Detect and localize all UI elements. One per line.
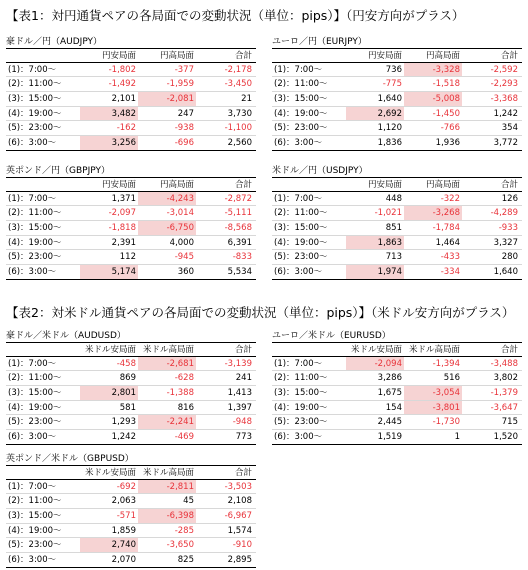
row-label: (3)：15:00～ <box>274 94 328 105</box>
table-cell: -3,650 <box>166 540 194 551</box>
table-cell: -2,681 <box>138 357 196 371</box>
table-cell: -1,100 <box>224 123 252 134</box>
table-cell: 1,574 <box>227 525 252 536</box>
table-cell: 1,413 <box>227 388 252 399</box>
table-header-row <box>6 342 256 357</box>
column-header: 合計 <box>234 345 252 355</box>
table-row <box>6 77 256 92</box>
table-cell: -2,872 <box>224 193 252 204</box>
table-cell: 1,640 <box>493 267 518 278</box>
table-cell: -910 <box>232 540 252 551</box>
table-cell: -6,967 <box>224 511 252 522</box>
table-cell: 360 <box>177 267 194 278</box>
table-row <box>272 206 522 221</box>
table-cell: -1,450 <box>432 108 460 119</box>
table-row <box>272 430 522 445</box>
table-row <box>6 236 256 251</box>
table-cell: 354 <box>501 123 518 134</box>
table-cell: 2,063 <box>111 496 136 507</box>
table-row <box>272 401 522 416</box>
row-label: (1)：7:00～ <box>274 358 323 369</box>
table-cell: 1,859 <box>111 525 136 536</box>
table-cell: -8,568 <box>224 223 252 234</box>
table-cell: -692 <box>116 481 136 492</box>
table-cell: 1,519 <box>377 432 402 443</box>
table-cell: -2,293 <box>490 79 518 90</box>
table-cell: 3,327 <box>493 237 518 248</box>
table-gbpusd <box>6 453 256 568</box>
table-cell: 1,863 <box>346 236 404 250</box>
table-cell: 2,740 <box>80 538 138 552</box>
table-cell: -3,014 <box>166 208 194 219</box>
table-cell: 3,730 <box>227 108 252 119</box>
column-header: 合計 <box>500 345 518 355</box>
row-label: (4)：19:00～ <box>8 108 62 119</box>
row-label: (2)：11:00～ <box>8 79 62 90</box>
column-header: 米ドル安局面 <box>84 468 136 478</box>
table-cell: -2,811 <box>138 480 196 494</box>
table-cell: 1,371 <box>111 193 136 204</box>
table-cell: 45 <box>183 496 194 507</box>
table-row <box>272 63 522 78</box>
column-header: 円安局面 <box>367 51 402 61</box>
row-label: (3)：15:00～ <box>274 223 328 234</box>
table-row <box>6 121 256 136</box>
table-cell: -469 <box>174 432 194 443</box>
table-cell: -766 <box>440 123 460 134</box>
table-row <box>6 107 256 122</box>
header-blank <box>272 178 346 191</box>
table-cell: 1,936 <box>435 138 460 149</box>
row-label: (4)：19:00～ <box>8 237 62 248</box>
table-cell: 713 <box>385 252 402 263</box>
table-cell: -4,289 <box>490 208 518 219</box>
column-header: 米ドル高局面 <box>408 345 460 355</box>
table-cell: 736 <box>385 64 402 75</box>
table-row <box>6 538 256 553</box>
table-usdjpy <box>272 165 522 280</box>
row-label: (4)：19:00～ <box>8 525 62 536</box>
table-cell: 3,256 <box>80 136 138 150</box>
table-cell: 2,070 <box>111 555 136 566</box>
row-label: (5)：23:00～ <box>274 123 328 134</box>
column-header: 円安局面 <box>101 51 136 61</box>
table-cell: 869 <box>119 373 136 384</box>
table-cell: -3,328 <box>404 63 462 77</box>
table-cell: 773 <box>235 432 252 443</box>
row-label: (6)：3:00～ <box>8 138 57 149</box>
table-cell: 581 <box>119 402 136 413</box>
table-cell: -3,368 <box>490 94 518 105</box>
row-label: (4)：19:00～ <box>274 108 328 119</box>
table-row <box>272 357 522 372</box>
column-header: 円高局面 <box>159 51 194 61</box>
table-cell: 2,391 <box>111 237 136 248</box>
table-cell: -938 <box>174 123 194 134</box>
table-row <box>6 357 256 372</box>
row-label: (1)：7:00～ <box>8 64 57 75</box>
row-label: (1)：7:00～ <box>8 193 57 204</box>
table-cell: 2,445 <box>377 417 402 428</box>
table-row <box>6 92 256 107</box>
table-cell: 3,286 <box>377 373 402 384</box>
table-row <box>272 77 522 92</box>
row-label: (2)：11:00～ <box>274 79 328 90</box>
table-cell: 154 <box>385 402 402 413</box>
table-cell: -696 <box>174 138 194 149</box>
table-caption: ユーロ／円（EURJPY） <box>272 37 367 47</box>
table-cell: -948 <box>232 417 252 428</box>
table-cell: 1,242 <box>111 432 136 443</box>
table-cell: 2,692 <box>346 107 404 121</box>
table-cell: 2,101 <box>111 94 136 105</box>
table-cell: 1,120 <box>377 123 402 134</box>
table-cell: -1,021 <box>374 208 402 219</box>
table-cell: 715 <box>501 417 518 428</box>
header-blank <box>272 49 346 62</box>
table-row <box>272 221 522 236</box>
table-cell: -1,959 <box>166 79 194 90</box>
table-cell: 3,482 <box>80 107 138 121</box>
table-cell: -5,111 <box>224 208 252 219</box>
table-cell: -6,750 <box>138 221 196 235</box>
table-cell: 126 <box>501 193 518 204</box>
row-label: (6)：3:00～ <box>274 267 323 278</box>
table-row <box>272 265 522 280</box>
column-header: 米ドル高局面 <box>142 468 194 478</box>
row-label: (1)：7:00～ <box>274 64 323 75</box>
table-cell: -1,394 <box>432 358 460 369</box>
table-caption: ユーロ／米ドル（EURUSD） <box>272 331 391 341</box>
row-label: (5)：23:00～ <box>274 252 328 263</box>
table-cell: -1,730 <box>432 417 460 428</box>
table-cell: -2,592 <box>490 64 518 75</box>
table-cell: -4,243 <box>138 192 196 206</box>
table-header-row <box>6 177 256 192</box>
table-row <box>6 401 256 416</box>
row-label: (2)：11:00～ <box>8 373 62 384</box>
table-cell: 1,640 <box>377 94 402 105</box>
table1-title: 【表1：対円通貨ペアの各局面での変動状況（単位：pips）】（円安方向がプラス） <box>6 8 465 23</box>
table-cell: -2,097 <box>108 208 136 219</box>
table-cell: 448 <box>385 193 402 204</box>
row-label: (5)：23:00～ <box>274 417 328 428</box>
table-cell: -5,008 <box>404 92 462 106</box>
row-label: (3)：15:00～ <box>274 388 328 399</box>
table-cell: -3,450 <box>224 79 252 90</box>
table-cell: 825 <box>177 555 194 566</box>
row-label: (3)：15:00～ <box>8 388 62 399</box>
table-cell: -3,488 <box>490 358 518 369</box>
table-cell: 112 <box>119 252 136 263</box>
table-cell: -775 <box>382 79 402 90</box>
column-header: 合計 <box>234 51 252 61</box>
table-row <box>272 250 522 265</box>
table-cell: 2,560 <box>227 138 252 149</box>
table-cell: -933 <box>498 223 518 234</box>
row-label: (2)：11:00～ <box>274 373 328 384</box>
row-label: (6)：3:00～ <box>274 138 323 149</box>
table-row <box>272 92 522 107</box>
table-cell: -2,094 <box>346 357 404 371</box>
table-cell: 5,174 <box>80 265 138 279</box>
column-header: 円高局面 <box>425 180 460 190</box>
column-header: 円安局面 <box>101 180 136 190</box>
table-row <box>6 192 256 207</box>
table-cell: 6,391 <box>227 237 252 248</box>
table-cell: -1,802 <box>108 64 136 75</box>
table-cell: -1,492 <box>108 79 136 90</box>
table-row <box>6 524 256 539</box>
table-cell: 3,802 <box>493 373 518 384</box>
table-header-row <box>6 48 256 63</box>
table-row <box>272 415 522 430</box>
row-label: (6)：3:00～ <box>274 432 323 443</box>
row-label: (4)：19:00～ <box>8 402 62 413</box>
table-cell: -2,081 <box>138 92 196 106</box>
table-cell: -1,379 <box>490 388 518 399</box>
table-caption: 英ポンド／円（GBPJPY） <box>6 166 110 176</box>
row-label: (5)：23:00～ <box>8 540 62 551</box>
table-caption: 英ポンド／米ドル（GBPUSD） <box>6 454 134 464</box>
table-row <box>272 236 522 251</box>
table-header-row <box>272 48 522 63</box>
table-cell: -571 <box>116 511 136 522</box>
table-row <box>6 415 256 430</box>
row-label: (3)：15:00～ <box>8 94 62 105</box>
table-row <box>272 121 522 136</box>
row-label: (3)：15:00～ <box>8 511 62 522</box>
table-row <box>6 553 256 568</box>
table-cell: 280 <box>501 252 518 263</box>
column-header: 円高局面 <box>425 51 460 61</box>
table-cell: -377 <box>174 64 194 75</box>
table-cell: 241 <box>235 373 252 384</box>
table-row <box>6 250 256 265</box>
table-row <box>6 430 256 445</box>
row-label: (2)：11:00～ <box>274 208 328 219</box>
table-header-row <box>6 465 256 480</box>
row-label: (1)：7:00～ <box>274 193 323 204</box>
table-caption: 米ドル／円（USDJPY） <box>272 166 368 176</box>
row-label: (5)：23:00～ <box>8 252 62 263</box>
table-cell: 21 <box>241 94 252 105</box>
table-cell: -3,268 <box>404 206 462 220</box>
table-header-row <box>272 342 522 357</box>
row-label: (6)：3:00～ <box>8 432 57 443</box>
table-header-row <box>272 177 522 192</box>
table-row <box>272 192 522 207</box>
table-cell: -433 <box>440 252 460 263</box>
table-row <box>6 63 256 78</box>
table-row <box>6 371 256 386</box>
table-cell: -945 <box>174 252 194 263</box>
table-cell: -1,784 <box>432 223 460 234</box>
table-caption: 豪ドル／米ドル（AUDUSD） <box>6 331 126 341</box>
row-label: (5)：23:00～ <box>8 417 62 428</box>
table-gbpjpy <box>6 165 256 280</box>
column-header: 合計 <box>234 468 252 478</box>
table-cell: 1,974 <box>346 265 404 279</box>
table-eurjpy <box>272 36 522 151</box>
header-blank <box>6 343 80 356</box>
table-row <box>272 371 522 386</box>
table-cell: -322 <box>440 193 460 204</box>
table-eurusd <box>272 330 522 445</box>
table-row <box>6 136 256 151</box>
table-cell: 1 <box>454 432 460 443</box>
column-header: 米ドル安局面 <box>84 345 136 355</box>
row-label: (4)：19:00～ <box>274 402 328 413</box>
table-row <box>6 265 256 280</box>
table-cell: -3,054 <box>404 386 462 400</box>
table-cell: 851 <box>385 223 402 234</box>
row-label: (4)：19:00～ <box>274 237 328 248</box>
table-cell: 1,397 <box>227 402 252 413</box>
row-label: (6)：3:00～ <box>8 267 57 278</box>
row-label: (3)：15:00～ <box>8 223 62 234</box>
header-blank <box>6 49 80 62</box>
column-header: 合計 <box>234 180 252 190</box>
table-cell: -3,647 <box>490 402 518 413</box>
header-blank <box>272 343 346 356</box>
column-header: 合計 <box>500 180 518 190</box>
table-cell: 1,520 <box>493 432 518 443</box>
table-row <box>6 206 256 221</box>
table-cell: -833 <box>232 252 252 263</box>
table-cell: -458 <box>116 358 136 369</box>
table-cell: -2,178 <box>224 64 252 75</box>
table-cell: -3,503 <box>224 481 252 492</box>
row-label: (1)：7:00～ <box>8 358 57 369</box>
column-header: 米ドル安局面 <box>350 345 402 355</box>
table-cell: 2,108 <box>227 496 252 507</box>
column-header: 合計 <box>500 51 518 61</box>
table-cell: -285 <box>174 525 194 536</box>
column-header: 米ドル高局面 <box>142 345 194 355</box>
table-cell: 5,534 <box>227 267 252 278</box>
table-cell: 247 <box>177 108 194 119</box>
table-cell: 4,000 <box>169 237 194 248</box>
table-cell: -162 <box>116 123 136 134</box>
table-audusd <box>6 330 256 445</box>
table-cell: -1,518 <box>432 79 460 90</box>
row-label: (6)：3:00～ <box>8 555 57 566</box>
table-row <box>272 107 522 122</box>
table-cell: 2,895 <box>227 555 252 566</box>
table-cell: -2,241 <box>138 415 196 429</box>
table-cell: 1,293 <box>111 417 136 428</box>
table2-title: 【表2：対米ドル通貨ペアの各局面での変動状況（単位：pips）】（米ドル安方向がプラス） <box>6 305 515 320</box>
table-row <box>6 221 256 236</box>
column-header: 円安局面 <box>367 180 402 190</box>
table-row <box>6 386 256 401</box>
table-row <box>6 509 256 524</box>
table-cell: -334 <box>440 267 460 278</box>
table-cell: -3,139 <box>224 358 252 369</box>
table-audjpy <box>6 36 256 151</box>
table-cell: 3,772 <box>493 138 518 149</box>
table-row <box>272 136 522 151</box>
table-cell: 1,464 <box>435 237 460 248</box>
table-cell: 1,242 <box>493 108 518 119</box>
table-caption: 豪ドル／円（AUDJPY） <box>6 37 103 47</box>
table-cell: -6,398 <box>138 509 196 523</box>
column-header: 円高局面 <box>159 180 194 190</box>
table-cell: -3,801 <box>404 401 462 415</box>
table-row <box>6 494 256 509</box>
table-row <box>6 480 256 495</box>
row-label: (2)：11:00～ <box>8 496 62 507</box>
table-cell: -1,818 <box>108 223 136 234</box>
row-label: (5)：23:00～ <box>8 123 62 134</box>
row-label: (1)：7:00～ <box>8 481 57 492</box>
table-row <box>272 386 522 401</box>
table-cell: 1,836 <box>377 138 402 149</box>
header-blank <box>6 466 80 479</box>
table-cell: 816 <box>177 402 194 413</box>
table-cell: 1,675 <box>377 388 402 399</box>
table-cell: -628 <box>174 373 194 384</box>
table-cell: 516 <box>443 373 460 384</box>
table-cell: -1,388 <box>166 388 194 399</box>
header-blank <box>6 178 80 191</box>
table-cell: 2,801 <box>80 386 138 400</box>
row-label: (2)：11:00～ <box>8 208 62 219</box>
